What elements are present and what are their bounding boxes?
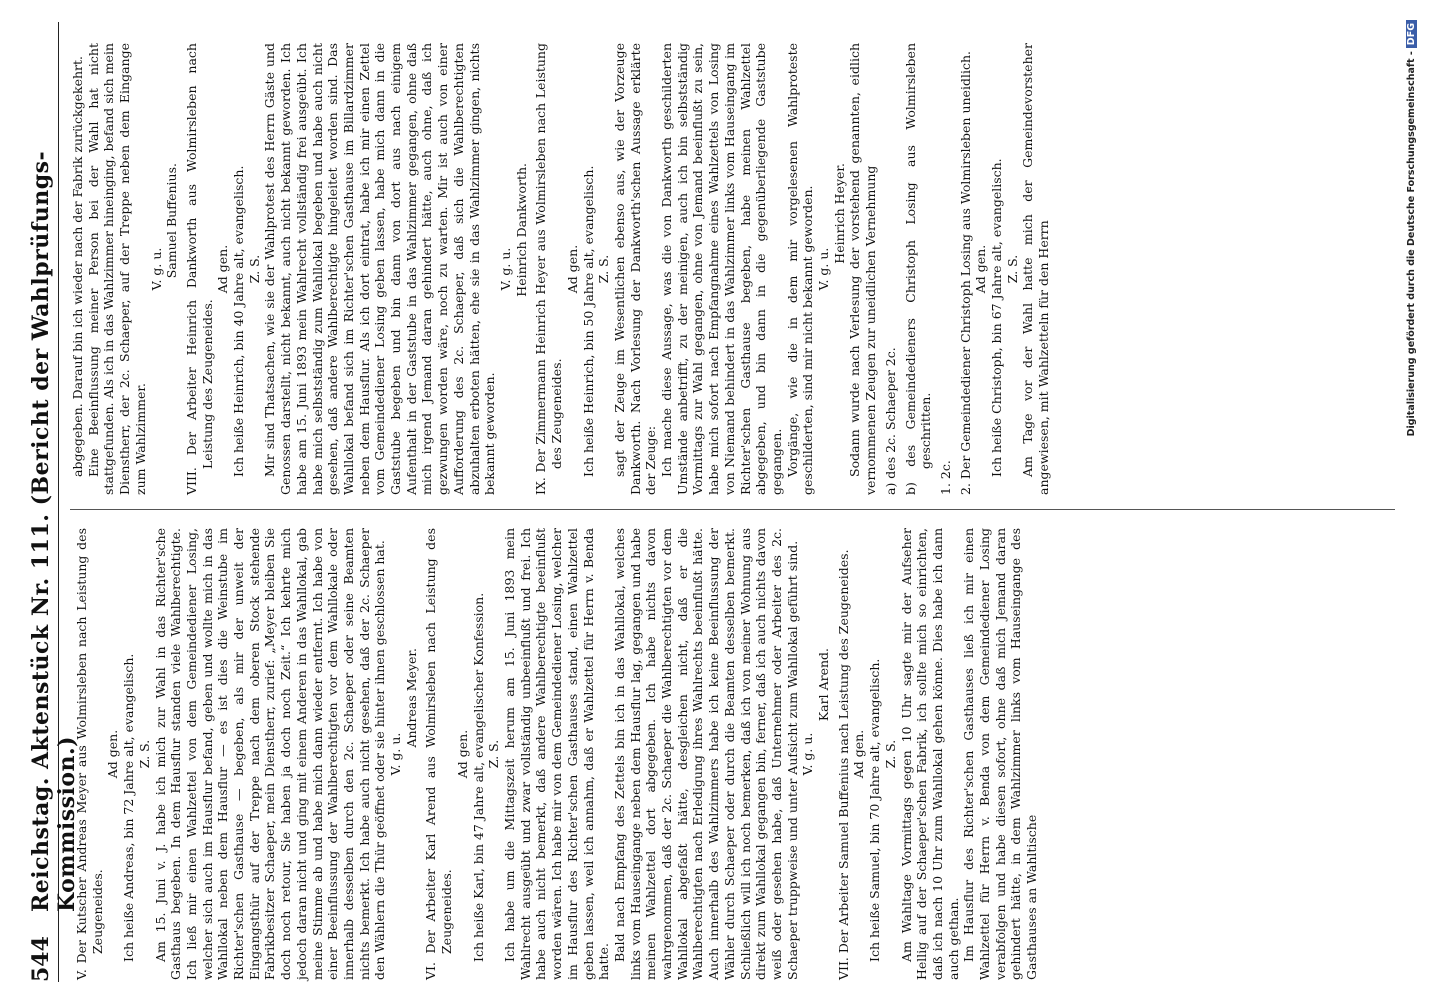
centered-line: Ad gen.: [215, 244, 231, 294]
centered-line: Ad gen.: [105, 729, 121, 779]
centered-line: Ad gen.: [564, 244, 580, 294]
centered-line: V. g. u.: [148, 247, 164, 291]
page-number: 544: [28, 936, 54, 982]
centered-line: Z. S.: [136, 739, 152, 769]
witness-signature: Heinrich Dankworth.: [513, 163, 529, 297]
centered-line: Z. S.: [246, 254, 262, 284]
witness-heading: a) des 2c. Schaeper 2c.: [882, 347, 898, 495]
paragraph: Ich heiße Christoph, bin 67 Jahre alt, evangelisch.: [989, 158, 1005, 477]
paragraph: Ich heiße Samuel, bin 70 Jahre alt, evangelisch.: [867, 658, 883, 962]
paragraph: Ich heiße Heinrich, bin 50 Jahre alt, evangelisch.: [580, 165, 596, 477]
witness-heading: 1. 2c.: [937, 460, 953, 495]
paragraph: Eine Beeinflussung meiner Person bei der Wahl hat nicht stattgefunden. Als ich in das Wahlzimmer hineinging, befand sich mein Dienstherr, der 2c. Schaeper, auf der Treppe neben dem Eingange zum Wahlzimmer.: [85, 43, 148, 495]
paragraph: Am Wahltage Vormittags gegen 10 Uhr sagte mir der Aufseher Hellig auf der Schaeper'schen Fabrik, ich sollte mich so einrichten, daß ich nach 10 Uhr zum Wahllokal gehen könne. Dies habe ich dann auch gethan.: [898, 528, 961, 980]
paragraph: Ich heiße Karl, bin 47 Jahre alt, evangelischer Konfession.: [470, 592, 486, 962]
paragraph: Ich heiße Andreas, bin 72 Jahre alt, evangelisch.: [121, 653, 137, 962]
centered-line: Ad gen.: [973, 244, 989, 294]
witness-heading: VII. Der Arbeiter Samuel Buffenius nach Leistung des Zeugeneides.: [835, 549, 851, 980]
witness-heading: VIII. Der Arbeiter Heinrich Dankworth aus Wolmirsleben nach Leistung des Zeugeneides.: [183, 43, 215, 495]
witness-heading: 2. Der Gemeindediener Christoph Losing aus Wolmirsleben uneidlich.: [957, 51, 973, 495]
paragraph: Am 15. Juni v. J. habe ich mich zur Wahl in das Richter'sche Gasthaus begeben. In dem Hausflur standen viele Wahlberechtigte. Ich ließ mir einen Wahlzettel von dem Gemeindediener Losing, welcher sich auch im Hausflur befand, geben und wollte mich in das Wahllokal neben dem Hausflur — es ist dies die Weinstube im Richter'schen Gasthause — begeben, als mir der unweit der Eingangsthür auf der Treppe nach dem oberen Stock stehende Fabrikbesitzer Schaeper, mein Dienstherr, zurief: „Meyer bleiben Sie doch noch retour, Sie haben ja doch noch Zeit.“ Ich kehrte mich jedoch daran nicht und ging mit einem Anderen in das Wahllokal, gab meine Stimme ab und habe mich dann wieder entfernt. Ich habe von einer Beeinflussung der Wahlberechtigten vor dem Wahllokale oder innerhalb desselben durch den 2c. Schaeper oder seine Beamten nichts bemerkt. Ich habe auch nicht gesehen, daß der 2c. Schaeper den Wählern die Thür geöffnet oder sie hinter ihnen geschlossen hat.: [152, 528, 388, 980]
witness-heading: VI. Der Arbeiter Karl Arend aus Wolmirsleben nach Leistung des Zeugeneides.: [423, 528, 455, 980]
centered-line: Ad gen.: [454, 729, 470, 779]
centered-line: Z. S.: [596, 254, 612, 284]
witness-heading: V. Der Kutscher Andreas Meyer aus Wolmirsleben nach Leistung des Zeugeneides.: [74, 528, 105, 980]
witness-signature: Heinrich Heyer.: [831, 163, 847, 264]
running-title: Reichstag. Aktenstück Nr. 111. (Bericht der Wahlprüfungs-Kommission.): [28, 150, 80, 912]
paragraph: abgegeben. Darauf bin ich wieder nach der Fabrik zurückgekehrt.: [70, 56, 85, 477]
paragraph: Mir sind Thatsachen, wie sie der Wahlprotest des Herrn Gäste und Genossen darstellt, nicht bekannt, auch nicht bekannt geworden. Ich habe am 15. Juni 1893 mein Wahlrecht vollständig frei ausgeübt. Ich habe mich selbstständig zum Wahllokal begeben und habe auch nicht gesehen, daß andere Wahlberechtigte hingeleitet worden sind. Das Wahllokal befand sich im Richter'schen Gasthause im Billardzimmer neben dem Hausflur. Als ich dort eintrat, habe ich mir einen Zettel vom Gemeindediener Losing geben lassen, habe mich dann in die Gaststube begeben und bin dann von dort aus nach einigem Aufenthalt in der Gaststube in das Wahlzimmer gegangen, ohne daß mich irgend Jemand daran gehindert hätte, auch ohne, daß ich gezwungen worden wäre, noch zu warten. Mir ist auch von einer Aufforderung des 2c. Schaeper, daß sich die Wahlberechtigten abzuhalten erboten hätten, ehe sie in das Wahlzimmer gingen, nichts bekannt geworden.: [262, 43, 498, 495]
centered-line: Z. S.: [882, 739, 898, 769]
paragraph: Im Hausflur des Richter'schen Gasthauses ließ ich mir einen Wahlzettel für Herrn v. Benda von dem Gemeindediener Losing verabfolgen und habe diesen sofort, ohne daß mich Jemand daran gehindert hätte, in dem Wahlzimmer links vom Hauseingange des Gasthauses an Wahltische: [961, 528, 1040, 980]
witness-signature: Karl Arend.: [816, 648, 832, 722]
centered-line: V. g. u.: [800, 732, 816, 776]
centered-line: Ad gen.: [851, 729, 867, 779]
paragraph: Ich heiße Heinrich, bin 40 Jahre alt, evangelisch.: [231, 165, 247, 477]
witness-heading: IX. Der Zimmermann Heinrich Heyer aus Wolmirsleben nach Leistung des Zeugeneides.: [533, 43, 565, 495]
digitization-notice: [1406, 20, 1422, 980]
paragraph: Am Tage vor der Wahl hatte mich der Gemeindevorsteher angewiesen, mit Wahlzetteln für den Herrn: [1020, 43, 1052, 495]
paragraph: Sodann wurde nach Verlesung der vorstehend genannten, eidlich vernommenen Zeugen zur uneidlichen Vernehmung: [847, 43, 879, 495]
paragraph: Ich mache diese Aussage, was die von Dankworth geschilderten Umstände anbetrifft, zu der meinigen, auch ich bin selbstständig Vormittags zur Wahl gegangen, ohne von Jemand beeinflußt zu sein, habe mich sofort nach Empfangnahme eines Wahlzettels von Losing von Niemand behindert in das Wahlzimmer links vom Hauseingang im Richter'schen Gasthause begeben, habe meinen Wahlzettel abgegeben, und bin dann in die gegenüberliegende Gaststube gegangen.: [659, 43, 784, 495]
centered-line: V. g. u.: [388, 732, 404, 776]
witness-signature: Andreas Meyer.: [403, 648, 419, 748]
dfg-logo: DFG: [1406, 20, 1417, 48]
paragraph: Vorgänge, wie die in dem mir vorgelesenen Wahlproteste geschilderten, sind mir nicht bekannt geworden.: [784, 43, 816, 495]
text-column-right: [70, 43, 1052, 495]
column-divider: [70, 509, 1395, 510]
witness-heading: b) des Gemeindedieners Christoph Losing aus Wolmirsleben geschritten.: [902, 43, 934, 495]
centered-line: Z. S.: [1004, 254, 1020, 284]
centered-line: V. g. u.: [816, 247, 832, 291]
paragraph: Ich habe um die Mittagszeit herum am 15. Juni 1893 mein Wahlrecht ausgeübt und zwar vollständig unbeeinflußt und frei. Ich habe auch nicht bemerkt, daß andere Wahlberechtigte beeinflußt worden wären. Ich habe mir von dem Gemeindediener Losing, welcher im Hausflur des Richter'schen Gasthauses stand, einen Wahlzettel geben lassen, weil ich annahm, daß er Wahlzettel für Herrn v. Benda hatte.: [501, 528, 612, 980]
centered-line: V. g. u.: [497, 247, 513, 291]
witness-signature: Samuel Buffenius.: [164, 163, 180, 279]
centered-line: Z. S.: [486, 739, 502, 769]
paragraph: sagt der Zeuge im Wesentlichen ebenso aus, wie der Vorzeuge Dankworth. Nach Vorlesung der Dankworth'schen Aussage erklärte der Zeuge:: [611, 43, 659, 495]
funding-notice-text: Digitalisierung gefördert durch die Deutsche Forschungsgemeinschaft -: [1406, 51, 1417, 437]
text-column-left: [70, 528, 1040, 980]
paragraph: Bald nach Empfang des Zettels bin ich in das Wahllokal, welches links vom Hauseingange neben dem Hausflur lag, gegangen und habe meinen Wahlzettel dort abgegeben. Ich habe nichts davon wahrgenommen, daß der 2c. Schaeper die Wahlberechtigten vor dem Wahllokal abgefaßt hätte, desgleichen nicht, daß er die Wahlberechtigten nach Erledigung ihres Wahlrechts beeinflußt hätte. Auch innerhalb des Wahlzimmers habe ich keine Beeinflussung der Wähler durch Schaeper oder durch die Beamten desselben bemerkt. Schließlich will ich noch bemerken, daß ich von meiner Wohnung aus direkt zum Wahllokal gegangen bin, ferner, daß ich auch nichts davon weiß oder gesehen habe, daß Unternehmer oder Arbeiter des 2c. Schaeper truppweise und unter Aufsicht zum Wahllokal geführt sind.: [611, 528, 800, 980]
